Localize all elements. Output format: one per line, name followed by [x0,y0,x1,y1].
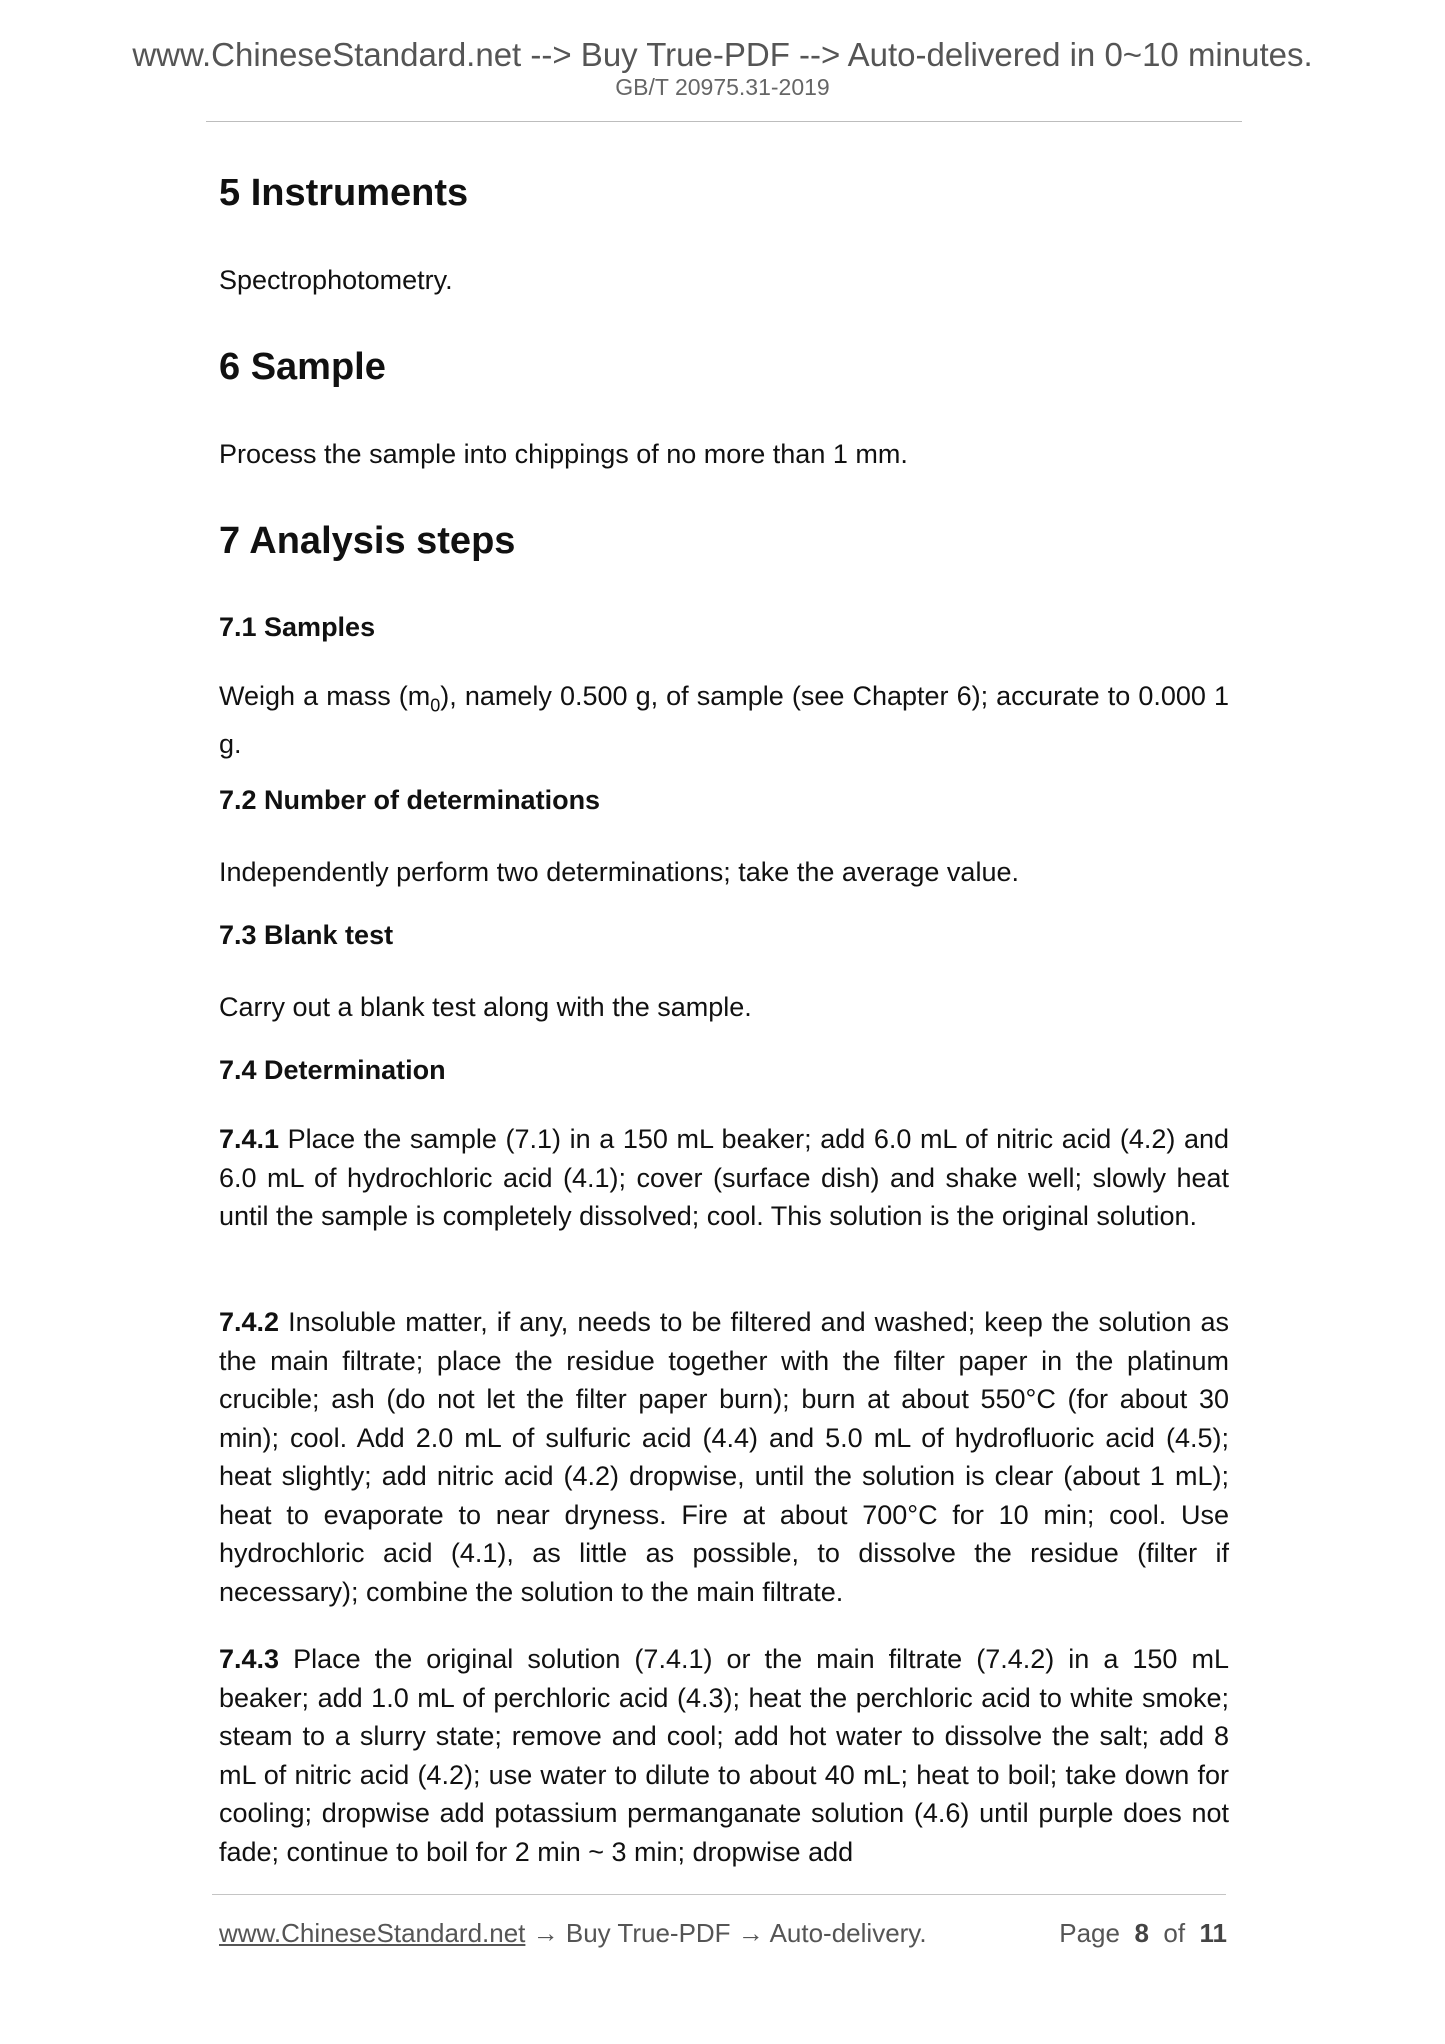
section-7-2-text: Independently perform two determinations; take the average value. [219,857,1019,887]
section-7-1-title: 7.1 Samples [219,612,376,642]
footer-tagline: → Buy True-PDF → Auto-delivery. [525,1918,927,1948]
paragraph-7-4-1: 7.4.1 Place the sample (7.1) in a 150 mL beaker; add 6.0 mL of nitric acid (4.2) and 6.0 mL of hydrochloric acid (4.1); cover (surface dish) and shake well; slowly heat until the sample is completely dissolved; cool. This solution is the original solution. [219,1124,1229,1231]
top-banner: www.ChineseStandard.net --> Buy True-PDF --> Auto-delivered in 0~10 minutes. [132,36,1313,73]
section-7-3-text: Carry out a blank test along with the sample. [219,992,752,1022]
paragraph-7-4-2: 7.4.2 Insoluble matter, if any, needs to be filtered and washed; keep the solution as the main filtrate; place the residue together with the filter paper in the platinum crucible; ash (do not let the filter paper burn); burn at about 550°C (for about 30 min); cool. Add 2.0 mL of sulfuric acid (4.4) and 5.0 mL of hydrofluoric acid (4.5); heat slightly; add nitric acid (4.2) dropwise, until the solution is clear (about 1 mL); heat to evaporate to near dryness. Fire at about 700°C for 10 min; cool. Use hydrochloric acid (4.1), as little as possible, to dissolve the residue (filter if necessary); combine the solution to the main filtrate. [219,1307,1229,1607]
footer-divider [212,1894,1226,1895]
section-6-text: Process the sample into chippings of no more than 1 mm. [219,439,908,469]
section-7-4-title: 7.4 Determination [219,1055,446,1085]
header-divider [206,121,1242,122]
section-5-title: 5 Instruments [219,172,469,214]
footer-left [219,1920,927,1946]
total-pages: 11 [1199,1918,1227,1948]
current-page: 8 [1134,1918,1149,1948]
section-7-1-text: Weigh a mass $(m_0)$, namely 0.500 g, of sample (see Chapter 6); accurate to 0.000 1 g. [219,681,1230,759]
page-indicator: Page 8 of 11 [1059,1918,1227,1948]
paragraph-7-4-3: 7.4.3 Place the original solution (7.4.1) or the main filtrate (7.4.2) in a 150 mL beaker; add 1.0 mL of perchloric acid (4.3); heat the perchloric acid to white smoke; steam to a slurry state; remove and cool; add hot water to dissolve the salt; add 8 mL of nitric acid (4.2); use water to dilute to about 40 mL; heat to boil; take down for cooling; dropwise add potassium permanganate solution (4.6) until purple does not fade; continue to boil for 2 min ~ 3 min; dropwise add [219,1644,1229,1867]
section-7-3-title: 7.3 Blank test [219,920,394,950]
footer-site-link[interactable]: www.ChineseStandard.net [219,1918,526,1948]
section-7-title: 7 Analysis steps [219,520,516,562]
section-5-text: Spectrophotometry. [219,265,453,295]
page-footer [219,1920,1227,1952]
section-6-title: 6 Sample [219,346,386,388]
standard-number: GB/T 20975.31-2019 [615,74,830,100]
section-7-2-title: 7.2 Number of determinations [219,785,601,815]
